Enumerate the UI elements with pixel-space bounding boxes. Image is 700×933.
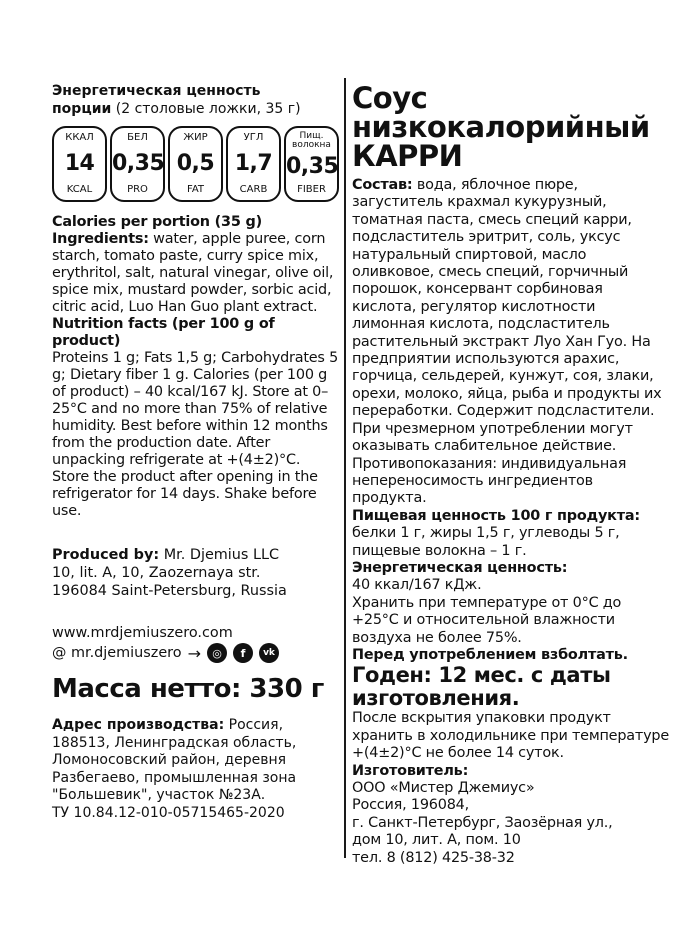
maker-line3: г. Санкт-Петербург, Заозёрная ул.,: [352, 814, 613, 831]
net-mass: Масса нетто: 330 г: [52, 674, 324, 704]
produced-label: Produced by:: [52, 547, 160, 563]
production-address: [52, 717, 340, 822]
nutrition-box-top: БЕЛ: [127, 132, 148, 143]
nutrition-box-top: УГЛ: [243, 132, 264, 143]
nutrition-box-kcal: [52, 126, 107, 202]
nutrition-box-bottom: PRO: [127, 184, 148, 195]
energy-portion-bold: порции: [52, 101, 112, 117]
composition: [352, 177, 670, 508]
nutrition-box-top: Пищ. волокна: [292, 131, 331, 150]
nutrition-box-value: 0,5: [176, 150, 215, 176]
nutrition-box-protein: [110, 126, 165, 202]
title-line1: Соус: [352, 81, 428, 115]
sostav-label: Состав:: [352, 177, 413, 193]
nutrition-box-fiber: [284, 126, 339, 202]
maker-label: Изготовитель:: [352, 762, 469, 779]
tu-code: ТУ 10.84.12-010-05715465-2020: [52, 804, 285, 821]
nutrition-box-value: 1,7: [234, 150, 273, 176]
nutrition-box-top: ККАЛ: [65, 132, 94, 143]
nutrition-box-bottom: CARB: [239, 184, 268, 195]
nutrition-box-value: 0,35: [112, 150, 165, 176]
sostav-text: вода, яблочное пюре, загуститель крахмал кукурузный, томатная паста, смесь специй карри, подсластитель эритрит, соль, уксус натуральный спиртовой, масло оливковое, смесь специй, горчичный порошок, консервант сорбиновая кислота, регулятор кислотности лимонная кислота, подсластитель растительный экстракт Луо Хан Гуо. На предприятии используются арахис, горчица, сельдерей, кунжут, соя, злаки, орехи, молоко, яйца, рыба и продукты их переработки. Содержит подсластители. При чрезмерном употреблении могут оказывать слабительное действие. Противопоказания: индивидуальная непереносимость ингредиентов продукта.: [352, 177, 662, 507]
website-link[interactable]: www.mrdjemiuszero.com: [52, 625, 233, 641]
food-value-text: белки 1 г, жиры 1,5 г, углеводы 5 г, пищевые волокна – 1 г.: [352, 525, 620, 559]
energy-text-ru: 40 ккал/167 кДж.: [352, 577, 482, 594]
produced-by: [52, 546, 340, 600]
nutrition-box-value: 0,35: [286, 154, 339, 179]
ingredients-text: water, apple puree, corn starch, tomato paste, curry spice mix, erythritol, salt, natural vinegar, olive oil, spice mix, mustard powder, sorbic acid, citric acid, Luo Han Guo plant extract.: [52, 231, 334, 315]
instagram-icon[interactable]: ◎: [207, 643, 227, 663]
nutrition-box-top: ЖИР: [183, 132, 208, 143]
energy-heading: [52, 82, 340, 118]
produced-line1: Mr. Djemius LLC: [159, 547, 280, 563]
nutrition-facts-label: Nutrition facts (per 100 g of product): [52, 316, 275, 349]
nutrition-box-bottom: FAT: [186, 184, 204, 195]
social-row: [52, 643, 340, 663]
address-label: Адрес производства:: [52, 717, 225, 733]
calories-per-portion: Calories per portion (35 g): [52, 214, 262, 230]
maker-line1: ООО «Мистер Джемиус»: [352, 780, 535, 796]
food-value: [352, 508, 670, 665]
maker-line5: тел. 8 (812) 425-38-32: [352, 849, 515, 866]
produced-line3: 196084 Saint-Petersburg, Russia: [52, 583, 287, 599]
nutrition-facts-text: Proteins 1 g; Fats 1,5 g; Carbohydrates 5 g; Dietary fiber 1 g. Calories (per 100 g of product) – 40 kcal/167 kJ. Store at 0–25°C and no more than 75% of relative humidity. Best before within 12 months from the production date. After unpacking refrigerate at +(4±2)°C. Store the product after opening in the refrigerator for 14 days. Shake before use.: [52, 350, 339, 519]
arrow-right-icon: →: [187, 643, 201, 663]
ingredients-label: Ingredients:: [52, 231, 149, 247]
food-value-label: Пищевая ценность 100 г продукта:: [352, 507, 640, 524]
shelf-life: Годен: 12 мес. с даты изготовления.: [352, 663, 611, 711]
nutrition-box-value: 14: [64, 150, 95, 176]
nutrition-boxes: [52, 126, 340, 202]
energy-title: Энергетическая ценность: [52, 83, 261, 99]
right-column: [352, 81, 670, 867]
nutrition-box-fat: [168, 126, 223, 202]
instagram-handle[interactable]: @ mr.djemiuszero: [52, 644, 182, 661]
left-column: [52, 82, 340, 822]
contacts: [52, 624, 340, 663]
manufacturer: [352, 763, 670, 867]
column-divider: [344, 78, 346, 858]
maker-line2: Россия, 196084,: [352, 797, 469, 814]
title-line3: КАРРИ: [352, 139, 463, 173]
maker-line4: дом 10, лит. А, пом. 10: [352, 832, 521, 849]
nutrition-box-bottom: FIBER: [297, 184, 326, 195]
after-opening: После вскрытия упаковки продукт хранить в холодильнике при температуре +(4±2)°С не более 14 суток.: [352, 710, 669, 762]
vk-icon[interactable]: vk: [259, 643, 279, 663]
product-title: [352, 81, 670, 173]
nutrition-box-carb: [226, 126, 281, 202]
address-text: Россия, 188513, Ленинградская область, Ломоносовский район, деревня Разбегаево, промышленная зона "Большевик", участок №23А.: [52, 717, 297, 803]
shake-instruction: Перед употреблением взболтать.: [352, 646, 628, 663]
storage-text: Хранить при температуре от 0°С до +25°С и относительной влажности воздуха не более 75%.: [352, 594, 622, 646]
energy-portion-rest: (2 столовые ложки, 35 г): [111, 101, 301, 117]
facebook-icon[interactable]: f: [233, 643, 253, 663]
english-info: [52, 214, 340, 520]
title-line2: низкокалорийный: [352, 110, 650, 144]
energy-label-ru: Энергетическая ценность:: [352, 559, 568, 576]
produced-line2: 10, lit. A, 10, Zaozernaya str.: [52, 565, 261, 581]
nutrition-box-bottom: KCAL: [66, 184, 93, 195]
